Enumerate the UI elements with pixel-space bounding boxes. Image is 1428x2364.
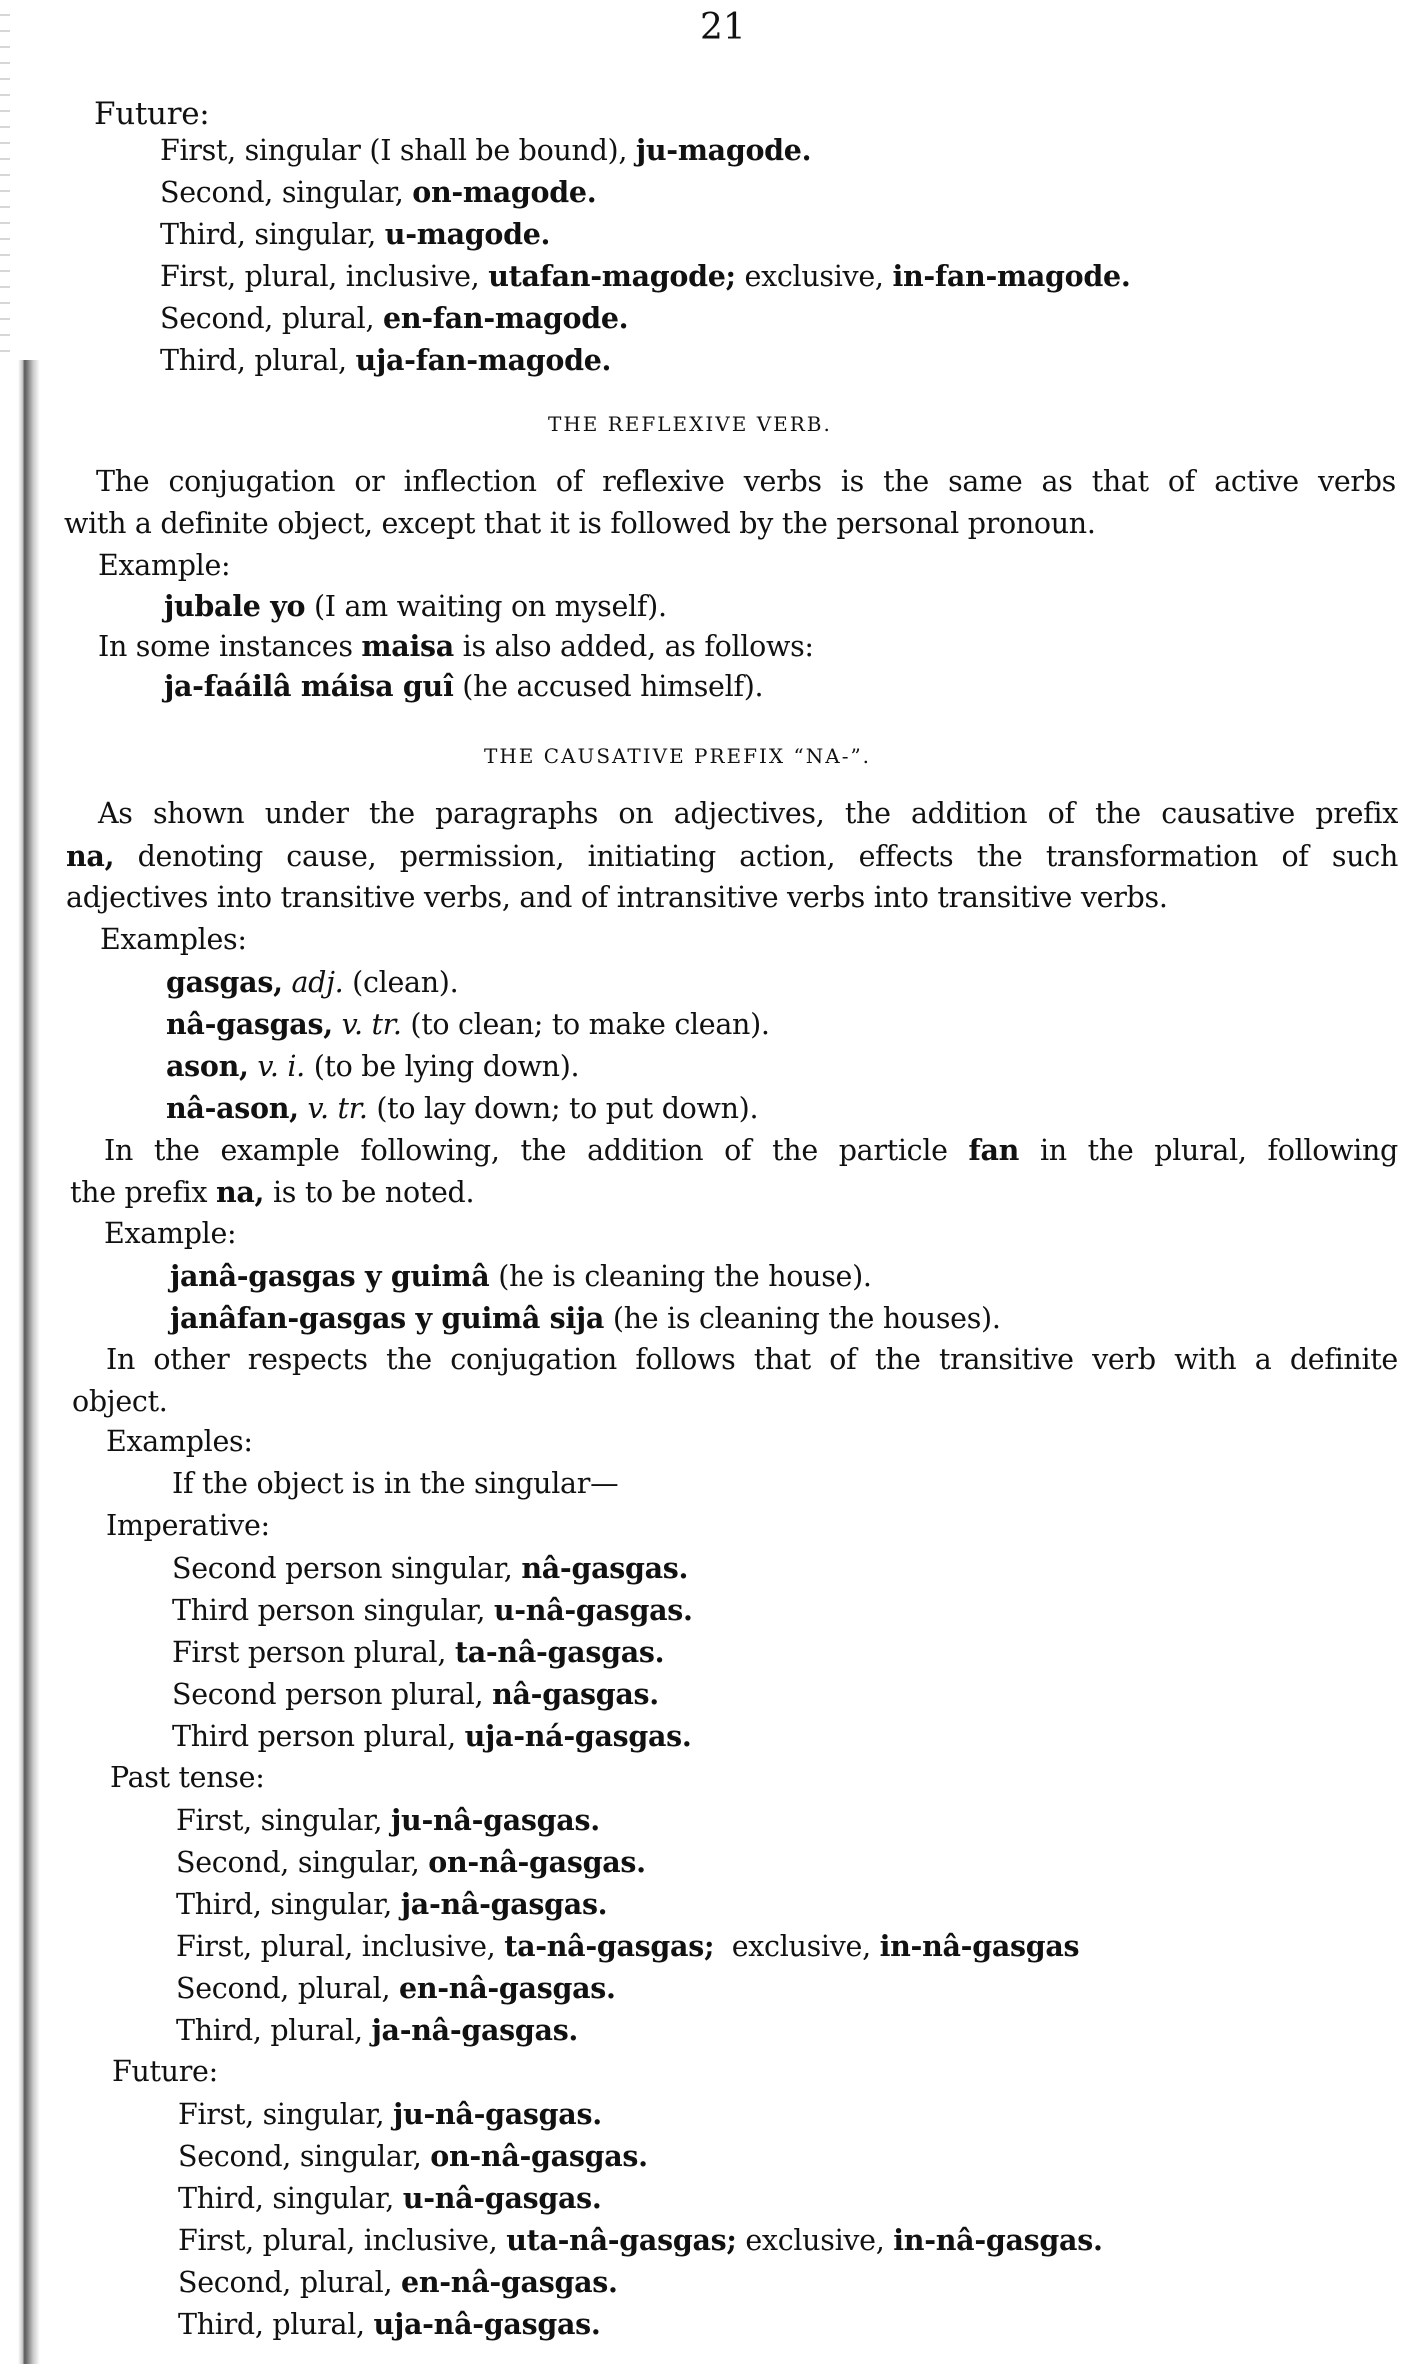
conjugation-line: Third, singular, u-nâ-gasgas. (178, 2181, 602, 2215)
conjugation-line: Third person singular, u-nâ-gasgas. (172, 1593, 693, 1627)
paragraph-line: In the example following, the addition of the particle fan in the plural, following (104, 1133, 1398, 1167)
paragraph-line: In some instances maisa is also added, as follows: (98, 629, 814, 663)
paragraph-line: The conjugation or inflection of reflexive verbs is the same as that of active verbs (96, 465, 1396, 498)
scan-edge-shadow-top (0, 0, 10, 360)
conjugation-line: First person plural, ta-nâ-gasgas. (172, 1635, 665, 1669)
conjugation-line: Second, plural, en-nâ-gasgas. (178, 2265, 618, 2299)
examples-label: Examples: (100, 923, 247, 956)
past-tense-label: Past tense: (110, 1761, 265, 1794)
paragraph-line: As shown under the paragraphs on adjectives, the addition of the causative prefix (98, 797, 1398, 830)
paragraph-line: adjectives into transitive verbs, and of intransitive verbs into transitive verbs. (66, 881, 1168, 914)
paragraph-line: In other respects the conjugation follows that of the transitive verb with a definite (106, 1343, 1398, 1376)
conjugation-line: Third, singular, u-magode. (160, 217, 551, 251)
paragraph-line: na, denoting cause, permission, initiating action, effects the transformation of such (66, 839, 1398, 873)
example-line: jubale yo (I am waiting on myself). (164, 589, 667, 623)
conjugation-line: Second, plural, en-nâ-gasgas. (176, 1971, 616, 2005)
example-line: janâ-gasgas y guimâ (he is cleaning the house). (170, 1259, 872, 1293)
conjugation-line: Third, plural, ja-nâ-gasgas. (176, 2013, 579, 2047)
dictionary-entry: nâ-gasgas, v. tr. (to clean; to make clean). (166, 1007, 770, 1041)
paragraph-line: with a definite object, except that it is followed by the personal pronoun. (64, 507, 1096, 540)
conjugation-line: Second, singular, on-magode. (160, 175, 597, 209)
paragraph-line: the prefix na, is to be noted. (70, 1175, 475, 1209)
conjugation-line: First, plural, inclusive, ta-nâ-gasgas; exclusive, in-nâ-gasgas (176, 1929, 1080, 1963)
conjugation-line: First, singular, ju-nâ-gasgas. (176, 1803, 600, 1837)
dictionary-entry: gasgas, adj. (clean). (166, 965, 459, 999)
conjugation-line: First, singular, ju-nâ-gasgas. (178, 2097, 602, 2131)
conjugation-line: First, plural, inclusive, utafan-magode; exclusive, in-fan-magode. (160, 259, 1131, 293)
example-label: Example: (98, 549, 231, 582)
conjugation-line: First, singular (I shall be bound), ju-magode. (160, 133, 812, 167)
dictionary-entry: ason, v. i. (to be lying down). (166, 1049, 580, 1083)
examples-label: Examples: (106, 1425, 253, 1458)
conjugation-line: Second, singular, on-nâ-gasgas. (178, 2139, 648, 2173)
conjugation-line: Third, plural, uja-nâ-gasgas. (178, 2307, 601, 2341)
paragraph-line: object. (72, 1385, 168, 1418)
future-label: Future: (94, 96, 210, 132)
conjugation-line: Second, singular, on-nâ-gasgas. (176, 1845, 646, 1879)
conjugation-line: Third person plural, uja-ná-gasgas. (172, 1719, 692, 1753)
future-label: Future: (112, 2055, 218, 2088)
example-label: Example: (104, 1217, 237, 1250)
conjugation-line: Second, plural, en-fan-magode. (160, 301, 629, 335)
section-heading-reflexive: THE REFLEXIVE VERB. (548, 412, 832, 436)
conjugation-line: Third, singular, ja-nâ-gasgas. (176, 1887, 608, 1921)
conjugation-line: Second person singular, nâ-gasgas. (172, 1551, 689, 1585)
example-line: janâfan-gasgas y guimâ sija (he is cleaning the houses). (170, 1301, 1001, 1335)
note-line: If the object is in the singular— (172, 1467, 619, 1500)
section-heading-causative: THE CAUSATIVE PREFIX “NA-”. (484, 744, 872, 768)
conjugation-line: Third, plural, uja-fan-magode. (160, 343, 612, 377)
imperative-label: Imperative: (106, 1509, 270, 1542)
conjugation-line: First, plural, inclusive, uta-nâ-gasgas; exclusive, in-nâ-gasgas. (178, 2223, 1103, 2257)
page-number: 21 (700, 7, 746, 48)
dictionary-entry: nâ-ason, v. tr. (to lay down; to put down). (166, 1091, 759, 1125)
scan-page-edge (18, 360, 40, 2364)
conjugation-line: Second person plural, nâ-gasgas. (172, 1677, 659, 1711)
example-line: ja-faáilâ máisa guî (he accused himself). (164, 669, 764, 703)
